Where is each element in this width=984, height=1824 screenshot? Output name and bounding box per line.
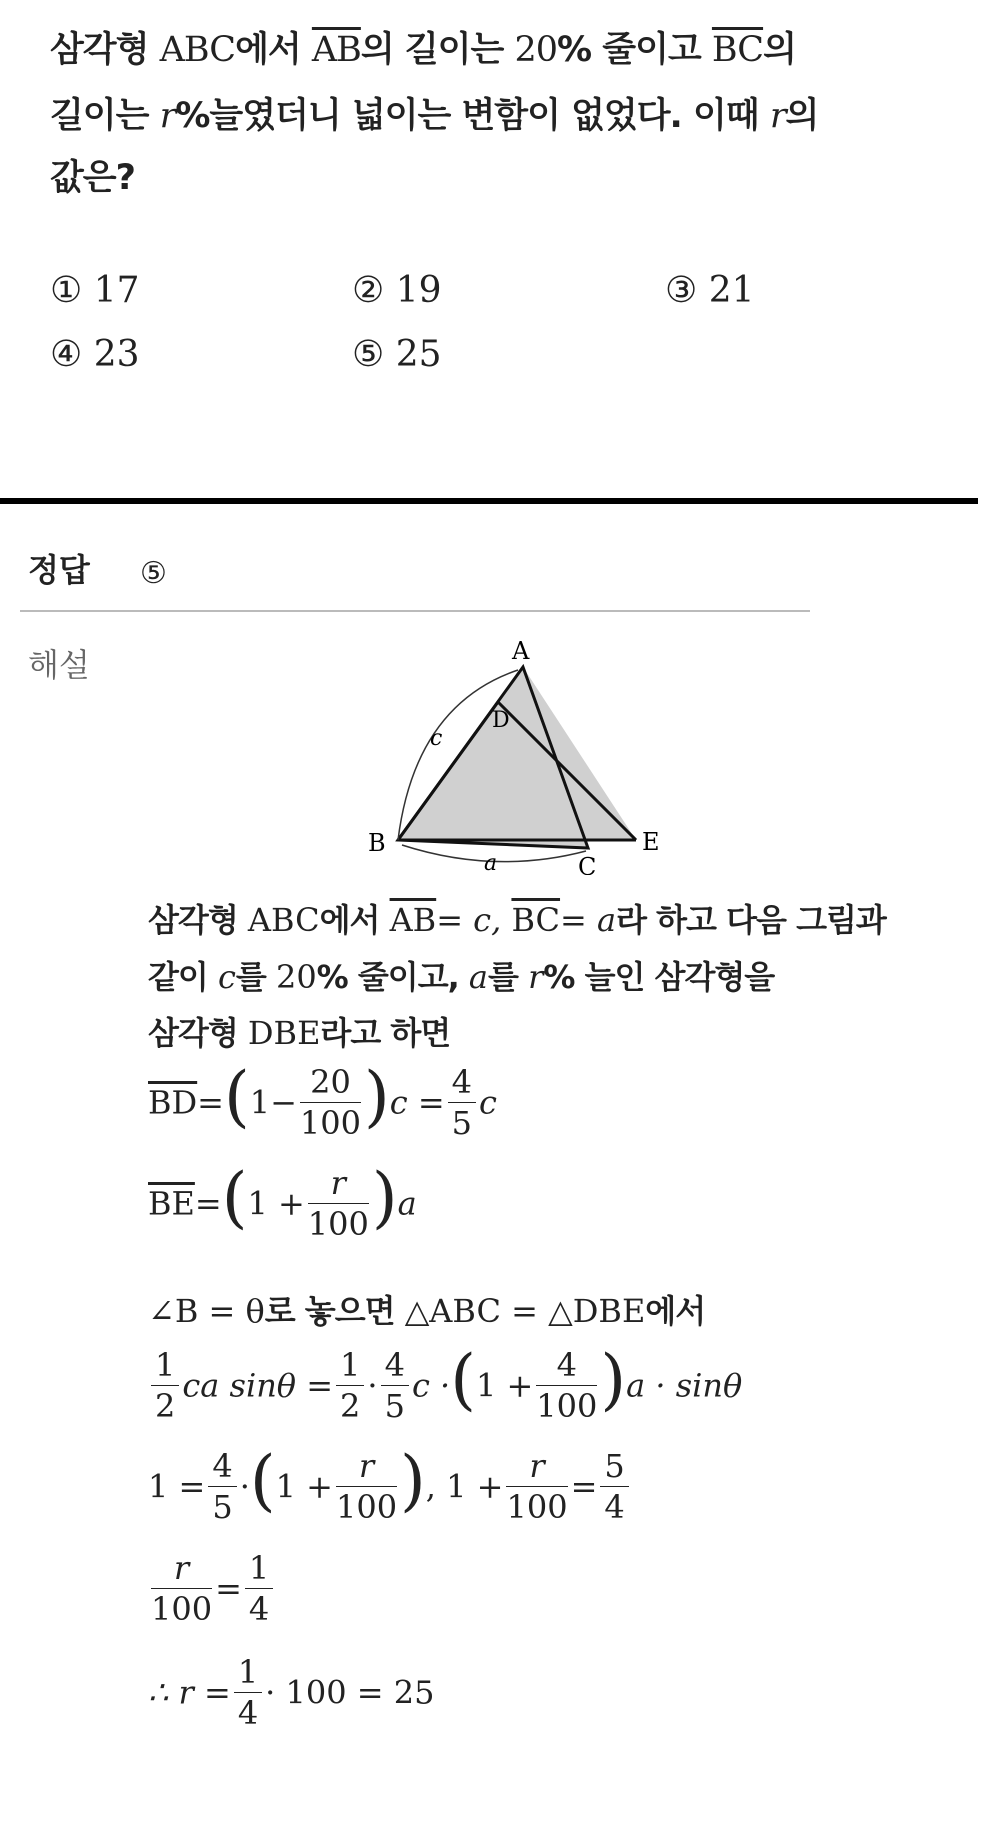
label-b-vertex: B: [368, 829, 386, 857]
equation-bd: $\overline{BD}=(1-$ $\frac{20}{100}$ )c = $\frac{4}{5}$ c: [148, 1057, 497, 1142]
label-d-vertex: D: [492, 708, 510, 733]
answer-value: ⑤: [140, 556, 167, 591]
explanation-text-3: 삼각형 DBE라고 하면: [148, 1014, 451, 1052]
label-side-a: a: [484, 851, 498, 875]
choice-1[interactable]: ① 17: [50, 270, 140, 311]
choice-2[interactable]: ② 19: [352, 270, 442, 311]
fraction: $\frac{4}{100}$: [536, 1346, 598, 1425]
fraction: $\frac{1}{2}$: [336, 1345, 364, 1426]
question-line-1: 삼각형 ABC에서 $\overline{AB}$의 길이는 20% 줄이고 $\overline{BC}$의: [50, 30, 796, 70]
fraction: $\frac{1}{4}$: [234, 1652, 262, 1733]
equation-ratio: $\frac{r}{100}$ = $\frac{1}{4}$: [148, 1548, 276, 1629]
fraction: $\frac{r}{100}$: [506, 1447, 568, 1526]
choice-3[interactable]: ③ 21: [665, 270, 755, 311]
fraction: $\frac{r}{100}$: [335, 1447, 398, 1526]
equation-be: $\overline{BE}=(1$ + $\frac{r}{100}$ )a: [148, 1158, 417, 1243]
label-c-vertex: C: [578, 853, 597, 875]
answer-label: 정답: [28, 551, 90, 589]
fraction: $\frac{1}{4}$: [245, 1548, 273, 1629]
equation-area: $\frac{1}{2}$ ca sinθ = $\frac{1}{2}$ · $\frac{4}{5}$ c ·(1 + $\frac{4}{100}$ )a · sinθ: [148, 1345, 742, 1426]
fraction: $\frac{4}{5}$: [208, 1446, 236, 1527]
question-line-3: 값은?: [50, 158, 135, 198]
fraction: $\frac{5}{4}$: [600, 1446, 628, 1527]
fraction: $\frac{20}{100}$: [299, 1063, 361, 1142]
equation-angle: ∠B = θ로 놓으면 △ABC = △DBE에서: [148, 1292, 706, 1330]
triangle-figure: [360, 635, 680, 875]
fraction: $\frac{4}{5}$: [381, 1345, 409, 1426]
label-a-vertex: A: [512, 637, 530, 665]
label-e-vertex: E: [642, 828, 660, 856]
label-side-c: c: [430, 726, 443, 751]
fraction: $\frac{1}{2}$: [151, 1345, 179, 1426]
fraction: $\frac{r}{100}$: [307, 1164, 369, 1243]
choice-5[interactable]: ⑤ 25: [352, 334, 442, 375]
explanation-label: 해설: [28, 646, 90, 684]
equation-simplify: 1 = $\frac{4}{5}$ ·(1 + $\frac{r}{100}$ ), 1 + $\frac{r}{100}$ = $\frac{5}{4}$: [148, 1446, 632, 1527]
fraction: $\frac{4}{5}$: [448, 1062, 476, 1143]
question-line-2: 길이는 r%늘였더니 넓이는 변함이 없었다. 이때 r의: [50, 96, 819, 136]
explanation-text-1: 삼각형 ABC에서 $\overline{AB}= c$, $\overline{BC}= a$라 하고 다음 그림과: [148, 901, 886, 939]
section-divider: [0, 498, 978, 504]
equation-result: ∴ r = $\frac{1}{4}$ · 100 = 25: [148, 1653, 435, 1732]
fraction: $\frac{r}{100}$: [151, 1549, 213, 1628]
explanation-text-2: 같이 c를 20% 줄이고, a를 r% 늘인 삼각형을: [148, 958, 775, 996]
answer-rule: [20, 610, 810, 612]
choice-4[interactable]: ④ 23: [50, 334, 140, 375]
